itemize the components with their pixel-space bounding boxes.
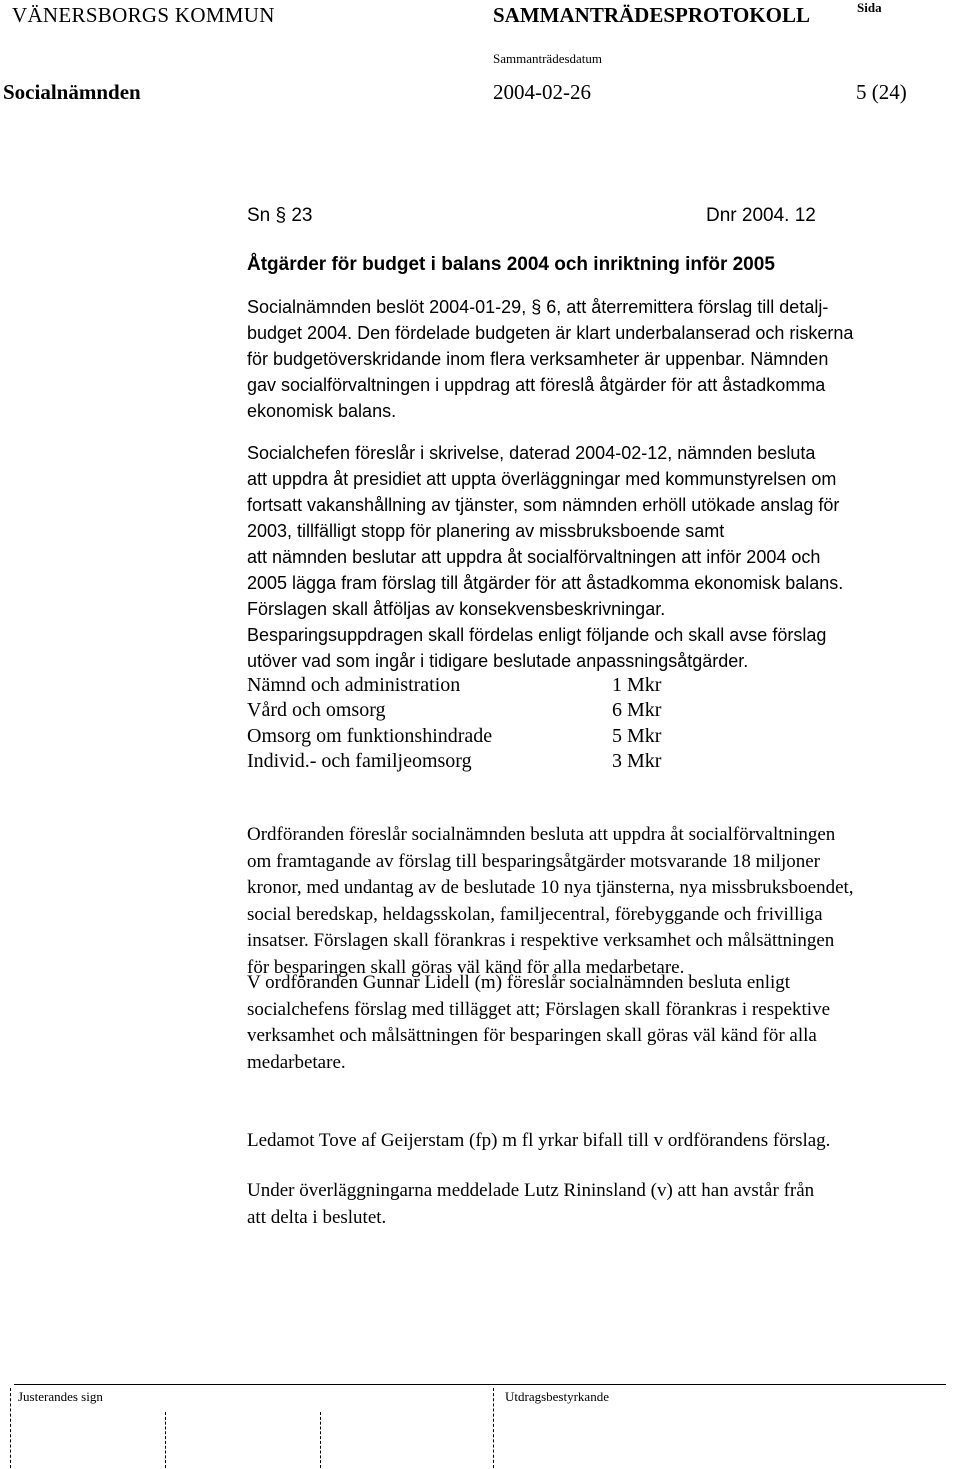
budget-row [247,698,712,723]
chair-proposal-paragraph: Ordföranden föreslår socialnämnden besluta att uppdra åt socialförvaltningen om framtagande av förslag till besparingsåtgärder motsvarande 18 miljoner kronor, med undantag av de beslutade 10 nya tjänsterna, nya missbruksboendet, social beredskap, heldagsskolan, familjecentral, förebyggande och frivilliga insatser. Förslagen skall förankras i respektive verksamhet och målsättningen för besparingen skall göras väl känd för alla medarbetare. [247,824,854,978]
case-title: Åtgärder för budget i balans 2004 och inriktning inför 2005 [247,254,775,275]
header-date-label: Sammanträdesdatum [493,51,603,66]
budget-row [247,673,712,698]
budget-row [247,749,712,774]
case-diary-number: Dnr 2004. 12 [706,205,816,226]
budget-amount: 5 Mkr [612,724,662,747]
header-board-name: Socialnämnden [3,80,141,104]
budget-amount: 3 Mkr [612,749,662,772]
footer-sign-label: Justerandes sign [18,1389,103,1404]
signature-field-divider [165,1412,166,1468]
proposal-paragraph: Socialchefen föreslår i skrivelse, daterad 2004-02-12, nämnden besluta att uppdra åt presidiet att uppta överläggningar med kommunstyrelsen om fortsatt vakanshållning av tjänster, som nämnden erhöll utökade anslag för 2003, tillfälligt stopp för planering av missbruksboende samt att nämnden beslutar att uppdra åt socialförvaltningen att inför 2004 och 2005 lägga fram förslag till åtgärder för att åstadkomma ekonomisk balans. Förslagen skall åtföljas av konsekvensbeskrivningar. Besparingsuppdragen skall fördelas enligt följande och skall avse förslag utöver vad som ingår i tidigare beslutade anpassningsåtgärder. [247,443,844,671]
signature-field-divider [320,1412,321,1468]
header-protocol-title: SAMMANTRÄDESPROTOKOLL [493,3,810,27]
budget-row [247,724,712,749]
budget-amount: 1 Mkr [612,674,662,696]
footer-divider [14,1384,946,1385]
footer-extract-label: Utdragsbestyrkande [505,1389,609,1404]
budget-category: Vård och omsorg [247,699,386,722]
budget-category: Nämnd och administration [247,674,461,696]
header-org-name: VÄNERSBORGS KOMMUN [12,3,275,27]
budget-category: Individ.- och familjeomsorg [247,749,472,772]
abstention-paragraph: Under överläggningarna meddelade Lutz Rininsland (v) att han avstår från att delta i beslutet. [247,1180,815,1228]
budget-table [247,673,712,774]
header-page-label: Sida [857,0,882,15]
case-section-number: Sn § 23 [247,205,313,226]
budget-category: Omsorg om funktionshindrade [247,724,493,747]
member-motion-paragraph: Ledamot Tove af Geijerstam (fp) m fl yrkar bifall till v ordförandens förslag. [247,1130,831,1151]
vice-chair-proposal-paragraph: V ordföranden Gunnar Lidell (m) föreslår socialnämnden besluta enligt socialchefens förslag med tillägget att; Förslagen skall förankras i respektive verksamhet och målsättningen för besparingen skall göras väl känd för alla medarbetare. [247,972,831,1073]
header-meeting-date: 2004-02-26 [493,80,591,104]
signature-field-divider [10,1388,11,1468]
background-paragraph: Socialnämnden beslöt 2004-01-29, § 6, att återremittera förslag till detalj- budget 2004. Den fördelade budgeten är klart underbalanserad och riskerna för budgetöverskridande inom flera verksamheter är uppenbar. Nämnden gav socialförvaltningen i uppdrag att föreslå åtgärder för att åstadkomma ekonomisk balans. [247,297,854,421]
signature-field-divider [493,1388,494,1468]
header-page-number: 5 (24) [856,80,907,104]
budget-amount: 6 Mkr [612,699,662,722]
